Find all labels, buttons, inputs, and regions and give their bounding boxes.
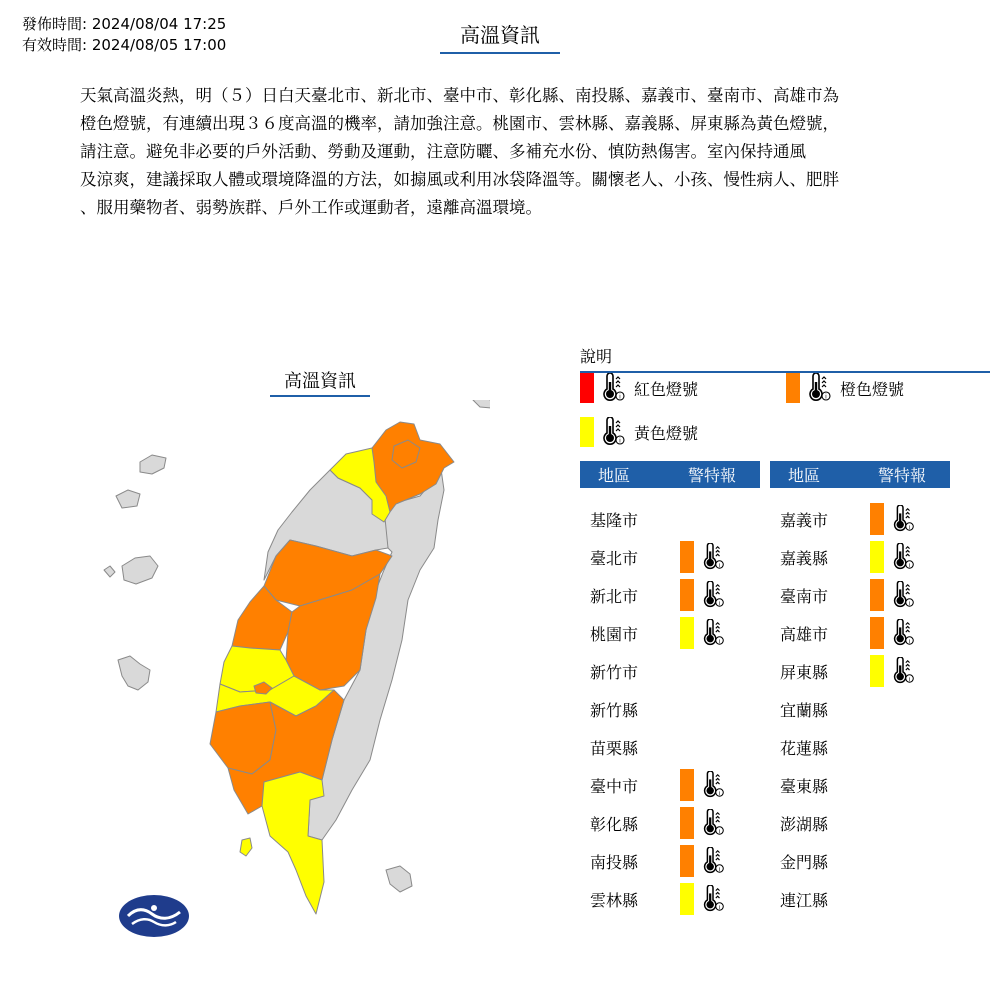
legend-item-yellow: [580, 417, 698, 447]
alert-swatch-orange: [680, 769, 694, 801]
alert-swatch-orange: [680, 845, 694, 877]
alert-swatch-yellow: [680, 617, 694, 649]
table-header: [580, 461, 760, 488]
legend-swatch-yellow: [580, 417, 594, 447]
thermometer-icon: [699, 618, 727, 648]
valid-time-value: 2024/08/05 17:00: [91, 36, 227, 54]
table-row: [770, 652, 950, 690]
description-line: 天氣高溫炎熱，明（５）日白天臺北市、新北市、臺中市、彰化縣、南投縣、嘉義市、臺南市、高雄市為: [80, 86, 839, 105]
region-name: 新竹市: [590, 662, 639, 682]
valid-time-label: 有效時間:: [22, 36, 88, 54]
alert-swatch-yellow: [870, 655, 884, 687]
legend-swatch-orange: [786, 373, 800, 403]
legend-heading: 說明: [580, 344, 990, 373]
region-orchid-island: [386, 866, 412, 892]
table-row: [770, 538, 950, 576]
column-header-area: 地區: [788, 466, 821, 485]
alert-marker: [870, 655, 917, 687]
region-name: 南投縣: [590, 852, 639, 872]
legend-label-red: 紅色燈號: [634, 379, 699, 399]
warning-description: [80, 82, 930, 222]
table-row: [770, 690, 950, 728]
alert-swatch-yellow: [870, 541, 884, 573]
region-penghu: [122, 556, 158, 584]
region-name: 臺東縣: [780, 776, 829, 796]
table-row: [580, 728, 760, 766]
table-row: [770, 804, 950, 842]
description-line: 、服用藥物者、弱勢族群、戶外工作或運動者，遠離高溫環境。: [80, 198, 542, 217]
region-name: 高雄市: [780, 624, 829, 644]
region-name: 新竹縣: [590, 700, 639, 720]
alert-table-right: [770, 461, 950, 918]
region-name: 連江縣: [780, 890, 829, 910]
table-row: [580, 766, 760, 804]
thermometer-icon: [889, 580, 917, 610]
region-matsu: [473, 400, 490, 408]
description-line: 請注意。避免非必要的戶外活動、勞動及運動，注意防曬、多補充水份、慎防熱傷害。室內保持通風: [80, 142, 806, 161]
thermometer-icon: [889, 542, 917, 572]
region-name: 雲林縣: [590, 890, 639, 910]
alert-marker: [680, 807, 727, 839]
alert-marker: [680, 579, 727, 611]
alert-swatch-orange: [870, 579, 884, 611]
alert-table-left: [580, 461, 760, 918]
table-row: [770, 880, 950, 918]
region-name: 彰化縣: [590, 814, 639, 834]
region-name: 新北市: [590, 586, 639, 606]
issue-time-value: 2024/08/04 17:25: [91, 15, 227, 33]
alert-swatch-orange: [680, 807, 694, 839]
region-penghu-small: [104, 566, 115, 577]
region-name: 桃園市: [590, 624, 639, 644]
legend-label-yellow: 黃色燈號: [634, 423, 699, 443]
thermometer-icon: [889, 504, 917, 534]
table-row: [580, 880, 760, 918]
page-title: 高溫資訊: [440, 19, 560, 54]
column-header-alert: 警特報: [688, 466, 737, 485]
description-line: 及涼爽，建議採取人體或環境降溫的方法，如搧風或利用冰袋降溫等。關懷老人、小孩、慢性病人、肥胖: [80, 170, 839, 189]
thermometer-icon: [699, 770, 727, 800]
issue-time-line: [22, 14, 226, 35]
region-name: 臺中市: [590, 776, 639, 796]
thermometer-icon: [699, 846, 727, 876]
region-liuqiu: [240, 838, 252, 856]
table-row: [770, 500, 950, 538]
table-row: [580, 690, 760, 728]
alert-marker: [680, 883, 727, 915]
region-name: 宜蘭縣: [780, 700, 829, 720]
legend-item-orange: [786, 373, 904, 403]
legend-label-orange: 橙色燈號: [840, 379, 905, 399]
region-name: 澎湖縣: [780, 814, 829, 834]
table-row: [580, 652, 760, 690]
legend-swatch-red: [580, 373, 594, 403]
table-row: [580, 614, 760, 652]
thermometer-icon: [598, 373, 628, 403]
map-title: 高溫資訊: [270, 367, 370, 397]
alert-marker: [870, 579, 917, 611]
issue-info: [22, 14, 226, 56]
region-kinmen: [140, 455, 166, 474]
legend-item-red: [580, 373, 698, 403]
alert-marker: [680, 617, 727, 649]
thermometer-icon: [699, 884, 727, 914]
table-row: [580, 842, 760, 880]
thermometer-icon: [889, 618, 917, 648]
region-name: 臺南市: [780, 586, 829, 606]
alert-swatch-orange: [870, 617, 884, 649]
table-row: [580, 500, 760, 538]
thermometer-icon: [699, 580, 727, 610]
table-row: [770, 614, 950, 652]
region-penghu-south: [118, 656, 150, 690]
alert-marker: [870, 617, 917, 649]
region-name: 基隆市: [590, 510, 639, 530]
valid-time-line: [22, 35, 226, 56]
column-header-alert: 警特報: [878, 466, 927, 485]
table-header: [770, 461, 950, 488]
region-name: 花蓮縣: [780, 738, 829, 758]
table-row: [770, 728, 950, 766]
region-name: 嘉義縣: [780, 548, 829, 568]
cwa-logo: [118, 894, 190, 938]
thermometer-icon: [598, 417, 628, 447]
alert-marker: [680, 769, 727, 801]
table-row: [580, 576, 760, 614]
alert-swatch-orange: [870, 503, 884, 535]
alert-swatch-orange: [680, 541, 694, 573]
region-name: 金門縣: [780, 852, 829, 872]
table-row: [580, 804, 760, 842]
alert-swatch-yellow: [680, 883, 694, 915]
thermometer-icon: [889, 656, 917, 686]
alert-marker: [870, 541, 917, 573]
region-name: 嘉義市: [780, 510, 829, 530]
thermometer-icon: [804, 373, 834, 403]
alert-marker: [680, 541, 727, 573]
region-pingtung: [262, 772, 324, 914]
table-row: [580, 538, 760, 576]
region-kinmen-small: [116, 490, 140, 508]
alert-marker: [680, 845, 727, 877]
region-name: 臺北市: [590, 548, 639, 568]
taiwan-map: [100, 400, 490, 920]
description-line: 橙色燈號，有連續出現３６度高溫的機率，請加強注意。桃園市、雲林縣、嘉義縣、屏東縣為黃色燈號，: [80, 114, 839, 133]
table-row: [770, 766, 950, 804]
table-row: [770, 842, 950, 880]
alert-swatch-orange: [680, 579, 694, 611]
table-row: [770, 576, 950, 614]
thermometer-icon: [699, 542, 727, 572]
thermometer-icon: [699, 808, 727, 838]
alert-marker: [870, 503, 917, 535]
region-name: 苗栗縣: [590, 738, 639, 758]
region-name: 屏東縣: [780, 662, 829, 682]
issue-time-label: 發佈時間:: [22, 15, 88, 33]
column-header-area: 地區: [598, 466, 631, 485]
